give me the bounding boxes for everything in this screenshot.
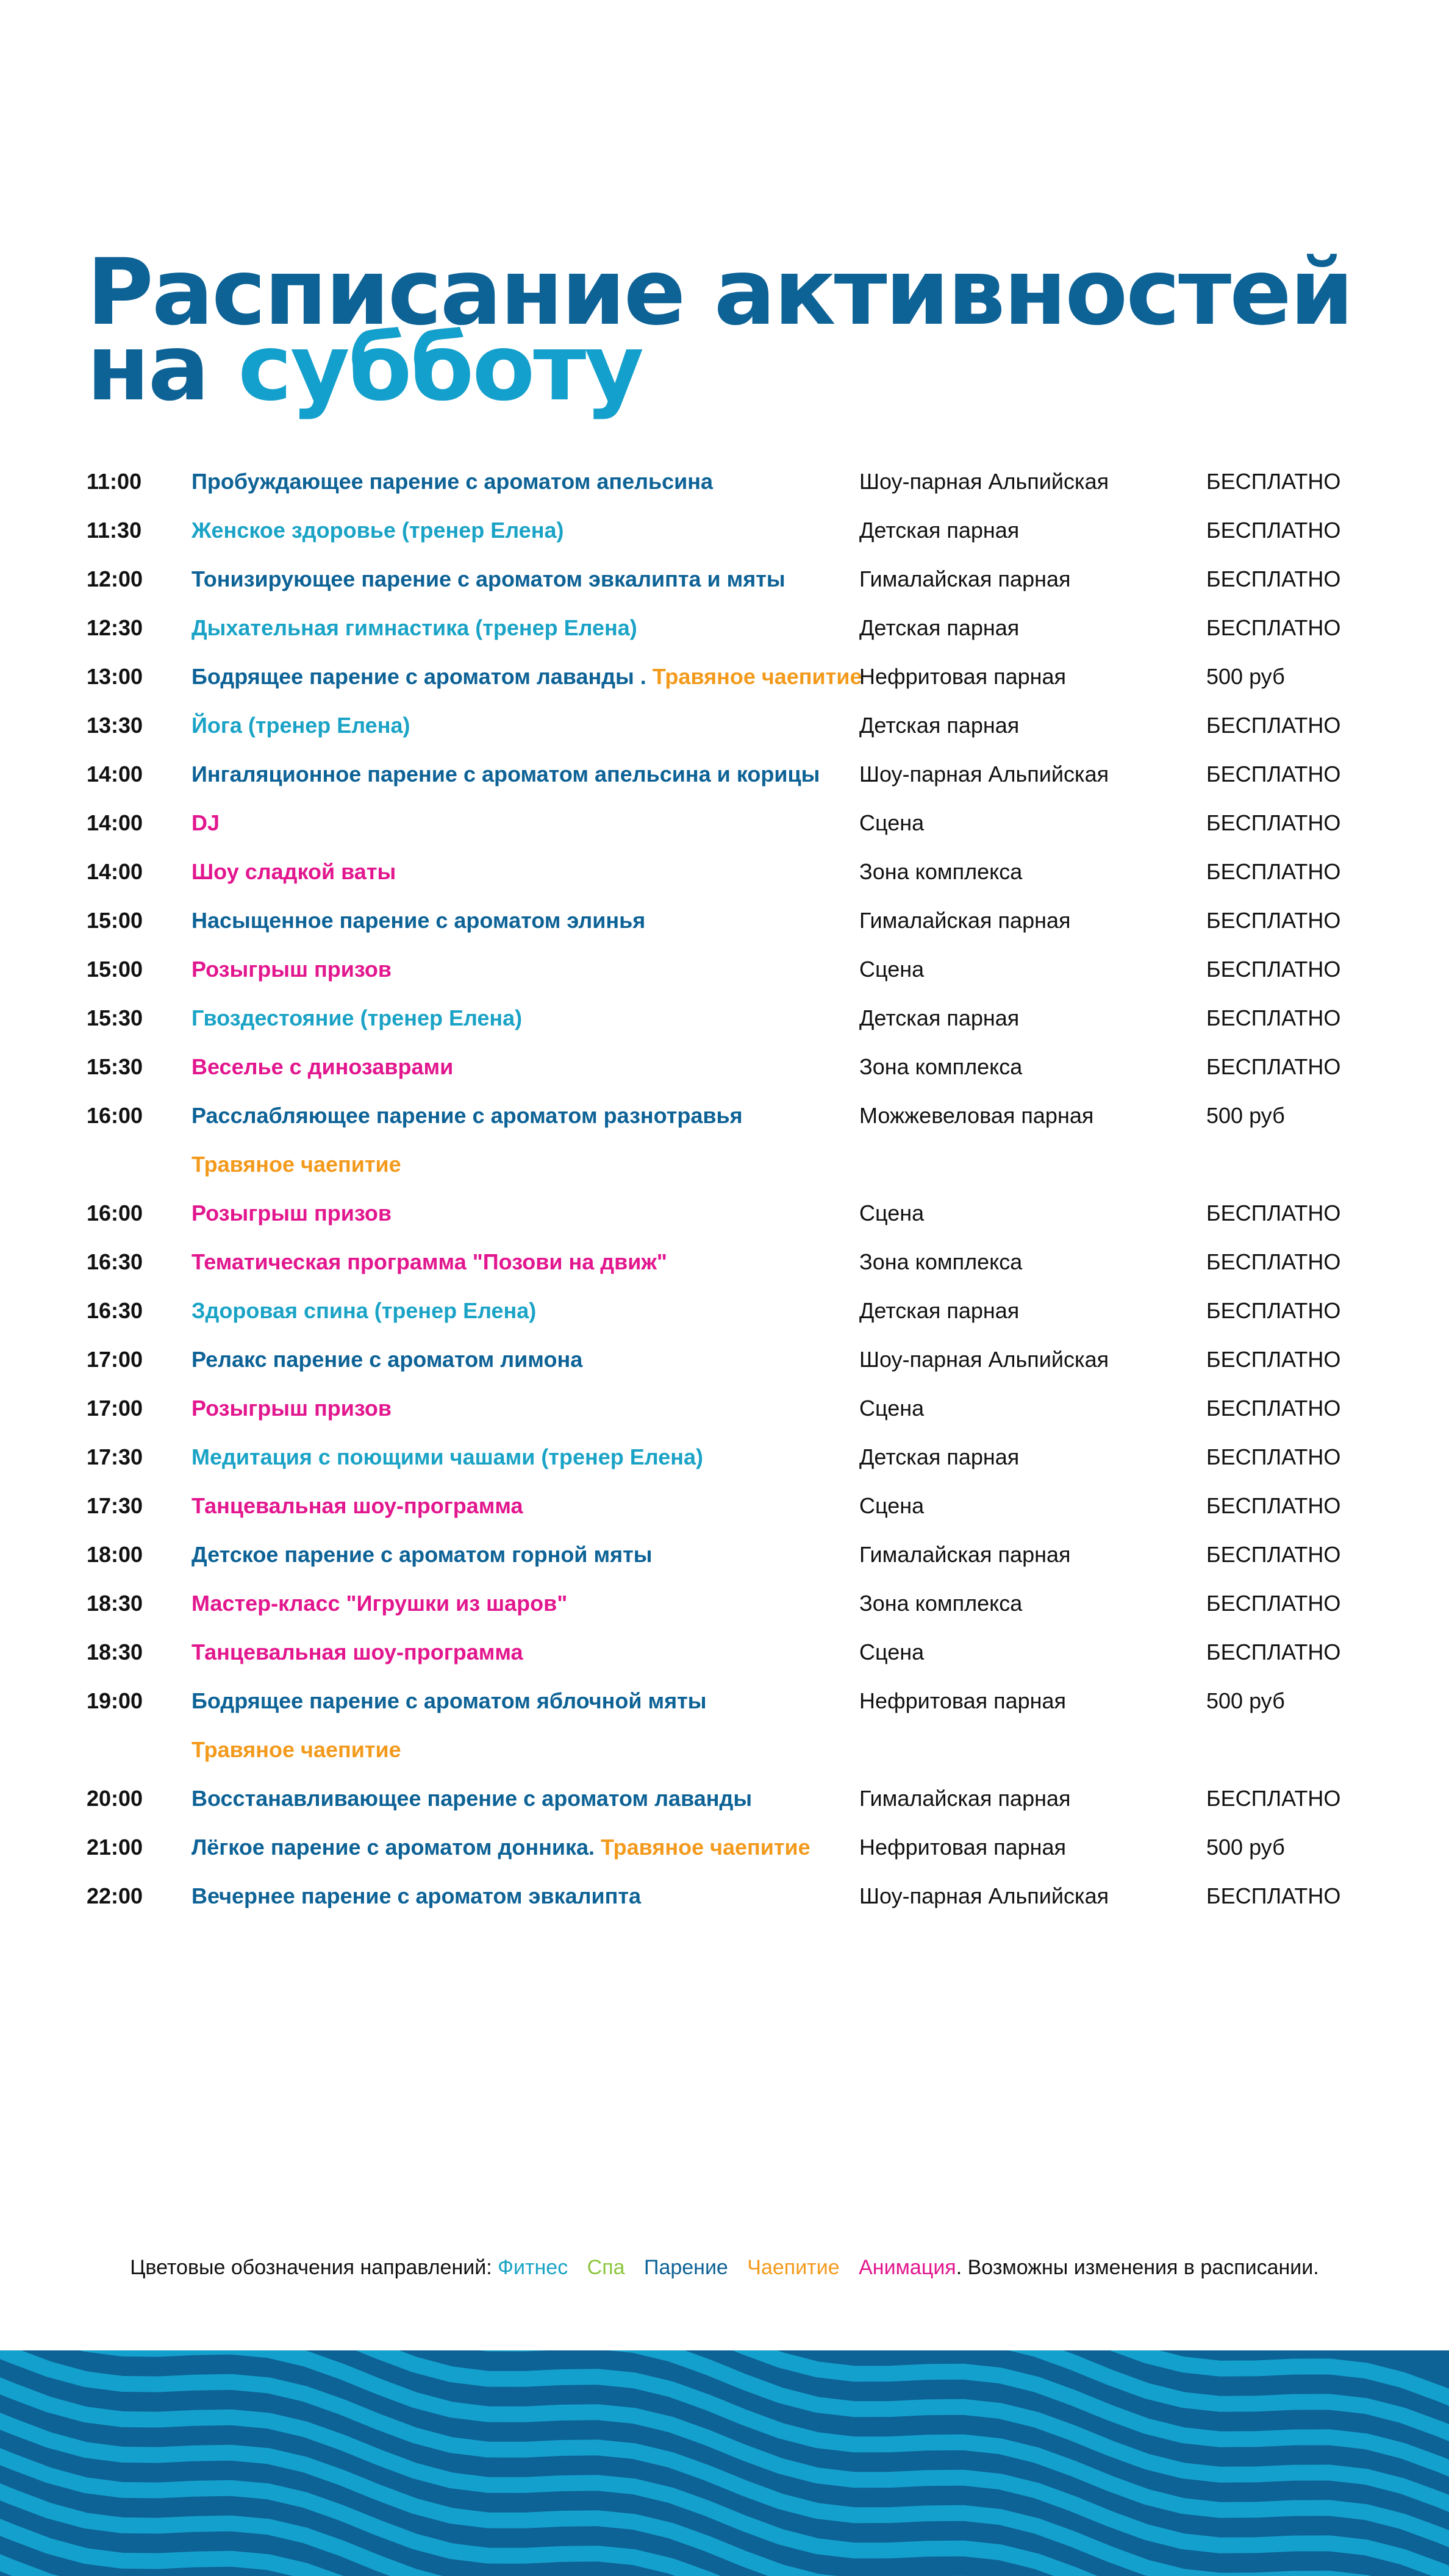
row-price: 500 руб: [1206, 1103, 1285, 1128]
row-activity: [191, 1043, 453, 1091]
activity-extra: Травяное чаепитие: [595, 1835, 810, 1860]
row-place: Зона комплекса: [859, 1591, 1023, 1616]
row-place: Детская парная: [859, 1444, 1020, 1469]
row-time: 21:00: [87, 1835, 143, 1860]
activity-title: Вечернее парение с ароматом эвкалипта: [191, 1883, 641, 1908]
activity-title: Танцевальная шоу-программа: [191, 1493, 523, 1518]
row-activity: [191, 1091, 743, 1140]
row-activity: [191, 1677, 707, 1725]
legend-fitness: Фитнес: [498, 2256, 568, 2279]
row-activity: [191, 1189, 392, 1238]
row-activity: [191, 1579, 567, 1628]
row-time: 16:30: [87, 1249, 143, 1274]
row-price: БЕСПЛАТНО: [1206, 1493, 1341, 1518]
row-activity: [191, 555, 785, 604]
row-time: 15:30: [87, 1005, 143, 1030]
row-price: БЕСПЛАТНО: [1206, 1591, 1341, 1616]
row-activity: [191, 994, 522, 1043]
activity-title: Насыщенное парение с ароматом элинья: [191, 908, 646, 933]
row-place: Нефритовая парная: [859, 1688, 1067, 1713]
row-activity: [191, 1725, 401, 1774]
row-place: Нефритовая парная: [859, 1835, 1067, 1860]
title-line-2-accent: субботу: [238, 315, 643, 421]
schedule-row: [0, 1091, 1449, 1140]
legend-animation: Анимация: [859, 2256, 956, 2279]
activity-title: Ингаляционное парение с ароматом апельсина и корицы: [191, 762, 820, 787]
row-time: 17:00: [87, 1347, 143, 1372]
activity-title: Травяное чаепитие: [191, 1152, 401, 1177]
color-legend: [0, 2256, 1449, 2280]
activity-title: Йога (тренер Елена): [191, 713, 410, 738]
legend-spa: Спа: [587, 2256, 625, 2279]
row-place: Детская парная: [859, 1298, 1020, 1323]
legend-steam: Парение: [644, 2256, 728, 2279]
legend-suffix: . Возможны изменения в расписании.: [956, 2256, 1319, 2279]
row-time: 11:30: [87, 518, 142, 543]
legend-tea: Чаепитие: [747, 2256, 840, 2279]
row-activity: [191, 896, 645, 945]
row-price: БЕСПЛАТНО: [1206, 1298, 1341, 1323]
row-activity: [191, 1530, 652, 1579]
row-place: Можжевеловая парная: [859, 1103, 1094, 1128]
row-time: 11:00: [87, 469, 142, 494]
row-price: БЕСПЛАТНО: [1206, 762, 1341, 787]
schedule-row: [0, 1286, 1449, 1335]
row-time: 17:00: [87, 1396, 143, 1421]
activity-title: Розыгрыш призов: [191, 1201, 392, 1226]
row-time: 12:30: [87, 615, 143, 640]
schedule-row: [0, 847, 1449, 896]
row-activity: [191, 1774, 752, 1823]
schedule-row: [0, 1043, 1449, 1091]
row-place: Сцена: [859, 1493, 925, 1518]
row-place: Сцена: [859, 1396, 925, 1421]
row-place: Сцена: [859, 1201, 925, 1226]
schedule-row: [0, 457, 1449, 506]
row-activity: [191, 701, 410, 750]
row-place: Гималайская парная: [859, 1542, 1071, 1567]
row-time: 18:30: [87, 1639, 143, 1664]
schedule-row: [0, 1335, 1449, 1384]
schedule-row: [0, 945, 1449, 994]
row-time: 15:30: [87, 1054, 143, 1079]
row-activity: [191, 1384, 392, 1433]
activity-title: Дыхательная гимнастика (тренер Елена): [191, 615, 637, 640]
row-time: 19:00: [87, 1688, 143, 1713]
row-time: 16:00: [87, 1103, 143, 1128]
row-price: БЕСПЛАТНО: [1206, 859, 1341, 884]
title-line-2-prefix: на: [87, 315, 208, 421]
row-activity: [191, 1335, 582, 1384]
row-activity: [191, 604, 637, 652]
row-time: 15:00: [87, 908, 143, 933]
row-activity: [191, 1482, 523, 1530]
row-activity: [191, 506, 564, 555]
page-title: [87, 240, 1353, 421]
row-activity: [191, 1238, 667, 1286]
row-activity: [191, 457, 713, 506]
row-place: Гималайская парная: [859, 566, 1071, 591]
row-price: БЕСПЛАТНО: [1206, 957, 1341, 982]
schedule-row: [0, 652, 1449, 701]
activity-extra: Травяное чаепитие: [646, 664, 862, 689]
row-price: 500 руб: [1206, 1688, 1285, 1713]
row-activity: [191, 652, 862, 701]
row-place: Шоу-парная Альпийская: [859, 1883, 1109, 1908]
row-price: БЕСПЛАТНО: [1206, 713, 1341, 738]
row-time: 16:00: [87, 1201, 143, 1226]
schedule-row: [0, 1384, 1449, 1433]
row-time: 17:30: [87, 1493, 143, 1518]
row-place: Шоу-парная Альпийская: [859, 1347, 1109, 1372]
row-place: Шоу-парная Альпийская: [859, 469, 1109, 494]
row-price: БЕСПЛАТНО: [1206, 1005, 1341, 1030]
row-price: БЕСПЛАТНО: [1206, 1201, 1341, 1226]
row-activity: [191, 1628, 523, 1677]
row-place: Зона комплекса: [859, 1249, 1023, 1274]
schedule-row: [0, 555, 1449, 604]
schedule-row: [0, 701, 1449, 750]
activity-title: Бодрящее парение с ароматом лаванды .: [191, 664, 646, 689]
row-time: 18:00: [87, 1542, 143, 1567]
row-place: Сцена: [859, 957, 925, 982]
activity-title: Детское парение с ароматом горной мяты: [191, 1542, 653, 1567]
activity-title: Лёгкое парение с ароматом донника.: [191, 1835, 595, 1860]
row-time: 14:00: [87, 810, 143, 835]
activity-title: Розыгрыш призов: [191, 957, 392, 982]
row-activity: [191, 1823, 810, 1872]
row-place: Шоу-парная Альпийская: [859, 762, 1109, 787]
row-activity: [191, 1433, 703, 1482]
row-time: 13:30: [87, 713, 143, 738]
activity-title: Танцевальная шоу-программа: [191, 1639, 523, 1664]
row-place: Гималайская парная: [859, 908, 1071, 933]
row-time: 14:00: [87, 762, 143, 787]
row-place: Нефритовая парная: [859, 664, 1067, 689]
row-price: БЕСПЛАТНО: [1206, 1639, 1341, 1664]
schedule-row: [0, 1189, 1449, 1238]
row-activity: [191, 945, 392, 994]
row-place: Детская парная: [859, 518, 1020, 543]
row-price: БЕСПЛАТНО: [1206, 615, 1341, 640]
activity-title: Шоу сладкой ваты: [191, 859, 396, 884]
activity-title: Бодрящее парение с ароматом яблочной мяты: [191, 1688, 707, 1713]
row-price: БЕСПЛАТНО: [1206, 1883, 1341, 1908]
row-price: БЕСПЛАТНО: [1206, 1542, 1341, 1567]
activity-title: Гвоздестояние (тренер Елена): [191, 1005, 523, 1030]
row-price: БЕСПЛАТНО: [1206, 1054, 1341, 1079]
activity-title: Расслабляющее парение с ароматом разнотравья: [191, 1103, 743, 1128]
row-price: БЕСПЛАТНО: [1206, 1396, 1341, 1421]
row-price: БЕСПЛАТНО: [1206, 1786, 1341, 1811]
row-activity: [191, 847, 396, 896]
row-price: БЕСПЛАТНО: [1206, 518, 1341, 543]
schedule-row: [0, 750, 1449, 799]
row-price: БЕСПЛАТНО: [1206, 810, 1341, 835]
schedule-row: [0, 1433, 1449, 1482]
activity-title: Здоровая спина (тренер Елена): [191, 1298, 537, 1323]
row-time: 18:30: [87, 1591, 143, 1616]
row-time: 22:00: [87, 1883, 143, 1908]
row-price: БЕСПЛАТНО: [1206, 469, 1341, 494]
activity-title: Релакс парение с ароматом лимона: [191, 1347, 583, 1372]
row-activity: [191, 750, 820, 799]
wave-pattern-footer: [0, 2350, 1449, 2576]
row-activity: [191, 1872, 641, 1921]
schedule-row: [0, 1579, 1449, 1628]
row-place: Зона комплекса: [859, 1054, 1023, 1079]
row-price: БЕСПЛАТНО: [1206, 566, 1341, 591]
activity-title: Розыгрыш призов: [191, 1396, 392, 1421]
activity-title: Тонизирующее парение с ароматом эвкалипта и мяты: [191, 566, 785, 591]
row-time: 17:30: [87, 1444, 143, 1469]
row-price: БЕСПЛАТНО: [1206, 1347, 1341, 1372]
row-place: Детская парная: [859, 713, 1020, 738]
title-line-1: Расписание активностей: [87, 240, 1353, 346]
row-place: Детская парная: [859, 615, 1020, 640]
schedule-row: [0, 604, 1449, 652]
schedule-row: [0, 506, 1449, 555]
activity-title: Женское здоровье (тренер Елена): [191, 518, 564, 543]
activity-title: Веселье с динозаврами: [191, 1054, 454, 1079]
activity-title: Травяное чаепитие: [191, 1737, 401, 1762]
row-place: Зона комплекса: [859, 859, 1023, 884]
schedule-row: [0, 1140, 1449, 1189]
activity-title: Медитация с поющими чашами (тренер Елена): [191, 1444, 703, 1469]
schedule-row: [0, 1774, 1449, 1823]
row-price: БЕСПЛАТНО: [1206, 1444, 1341, 1469]
row-price: БЕСПЛАТНО: [1206, 1249, 1341, 1274]
schedule-row: [0, 1628, 1449, 1677]
activity-title: Восстанавливающее парение с ароматом лаванды: [191, 1786, 753, 1811]
row-activity: [191, 1140, 401, 1189]
schedule-row: [0, 1482, 1449, 1530]
row-place: Гималайская парная: [859, 1786, 1071, 1811]
schedule-row: [0, 1823, 1449, 1872]
schedule-row: [0, 1677, 1449, 1725]
schedule-row: [0, 799, 1449, 847]
row-place: Детская парная: [859, 1005, 1020, 1030]
row-time: 16:30: [87, 1298, 143, 1323]
schedule-row: [0, 1725, 1449, 1774]
row-price: 500 руб: [1206, 1835, 1285, 1860]
row-price: 500 руб: [1206, 664, 1285, 689]
row-time: 13:00: [87, 664, 143, 689]
activity-title: Пробуждающее парение с ароматом апельсина: [191, 469, 714, 494]
activity-title: Мастер-класс "Игрушки из шаров": [191, 1591, 568, 1616]
row-place: Сцена: [859, 1639, 925, 1664]
schedule-row: [0, 1238, 1449, 1286]
row-place: Сцена: [859, 810, 925, 835]
row-price: БЕСПЛАТНО: [1206, 908, 1341, 933]
schedule-row: [0, 1872, 1449, 1921]
legend-prefix: Цветовые обозначения направлений:: [130, 2256, 492, 2279]
row-activity: [191, 799, 220, 847]
activity-title: Тематическая программа "Позови на движ": [191, 1249, 667, 1274]
activity-title: DJ: [191, 810, 220, 835]
schedule-row: [0, 994, 1449, 1043]
row-time: 12:00: [87, 566, 143, 591]
row-activity: [191, 1286, 536, 1335]
schedule-row: [0, 896, 1449, 945]
row-time: 15:00: [87, 957, 143, 982]
row-time: 14:00: [87, 859, 143, 884]
row-time: 20:00: [87, 1786, 143, 1811]
schedule-row: [0, 1530, 1449, 1579]
schedule-table: [0, 457, 1449, 1921]
